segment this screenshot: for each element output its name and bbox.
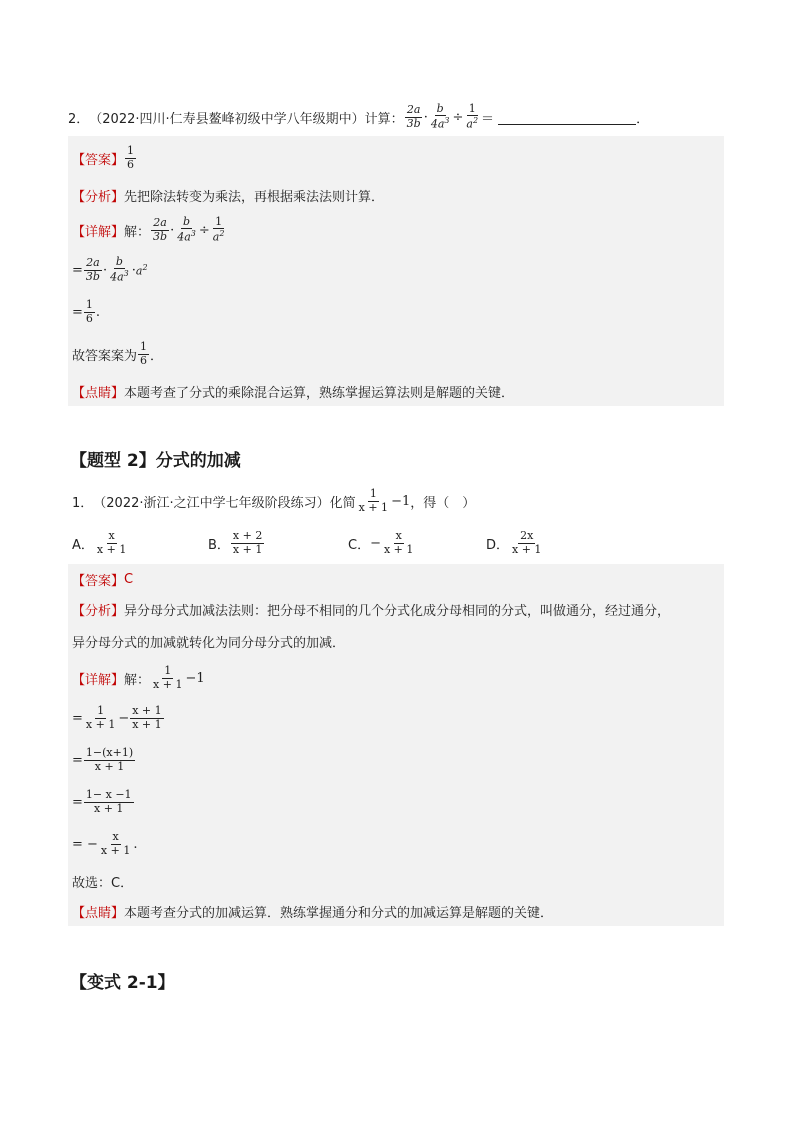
q2-conclusion-prefix: 故答案案为 — [72, 348, 138, 364]
q1-step-4: = − $\frac{x}{x + 1}$ . — [72, 829, 138, 857]
q1-option-d-label: D． — [486, 537, 510, 553]
q2-step-1: = $\frac{2a}{3b}$ · $\frac{b}{4a^3}$ · $a^2$ — [72, 254, 148, 284]
q2-question-line: 2． （2022·四川·仁寿县鳌峰初级中学八年级期中）计算： $\frac{2a}{3b}$ · $\frac{b}{4a^3}$ ÷ $\frac{1}{a^2}$ ＝ ． — [68, 101, 650, 131]
q1-option-d[interactable]: D． $\frac{2x}{x + 1}$ — [486, 528, 542, 556]
q1-analysis-row-2 — [72, 630, 345, 652]
q1-comment-row — [72, 900, 553, 922]
q1-analysis-line1: 异分母分式加减法法则：把分母不相同的几个分式化成分母相同的分式，叫做通分，经过通分， — [124, 603, 671, 619]
q2-comment-label: 【点睛】 — [72, 385, 125, 401]
q2-step-2: = $\frac{1}{6}$ . — [72, 297, 101, 325]
q2-analysis-label: 【分析】 — [72, 189, 125, 205]
variant-heading: 【变式 2-1】 — [70, 973, 175, 993]
q1-step-3: = $\frac{1- x -1}{x + 1}$ — [72, 787, 132, 815]
q1-detail-prefix: 解： — [124, 672, 151, 688]
q1-option-a[interactable]: A． $\frac{x}{x + 1}$ — [72, 528, 127, 556]
q2-answer-label: 【答案】 — [72, 152, 125, 168]
q2-fraction-b-4a3: $\frac{b}{4a^3}$ — [430, 101, 450, 131]
q1-conclusion: 故选：C． — [72, 875, 134, 891]
section-heading: 【题型 2】分式的加减 — [70, 451, 241, 471]
q1-analysis-label: 【分析】 — [72, 603, 125, 619]
q1-answer-row — [72, 568, 133, 590]
q2-answer-fraction: $\frac{1}{6}$ — [127, 143, 135, 171]
q2-solution-panel — [68, 136, 724, 406]
q1-analysis-row-1 — [72, 598, 670, 620]
q2-analysis-row — [72, 184, 384, 206]
q1-option-b-label: B． — [208, 537, 230, 553]
q1-detail-label: 【详解】 — [72, 672, 125, 688]
q2-detail-label: 【详解】 — [72, 224, 125, 240]
q2-answer-blank[interactable] — [498, 110, 636, 125]
q1-option-c[interactable]: C． − $\frac{x}{x + 1}$ — [348, 528, 414, 556]
q1-option-b[interactable]: B． $\frac{x + 2}{x + 1}$ — [208, 528, 263, 556]
q1-comment-label: 【点睛】 — [72, 905, 125, 921]
q2-conclusion-suffix: ． — [150, 348, 164, 364]
q1-step-2: = $\frac{1-(x+1)}{x + 1}$ — [72, 745, 134, 773]
q1-source: （2022·浙江·之江中学七年级阶段练习）化简 — [93, 495, 356, 511]
q1-tail: ，得（ ） — [410, 495, 476, 511]
q2-fraction-1-a2: $\frac{1}{a^2}$ — [466, 101, 479, 131]
q1-answer-value: C — [124, 571, 134, 587]
q1-step-1: = $\frac{1}{x + 1}$ − $\frac{x + 1}{x + 1}$ — [72, 703, 162, 731]
q2-fraction-2a-3b: $\frac{2a}{3b}$ — [406, 102, 421, 130]
q2-number: 2． — [68, 111, 90, 127]
q1-question-line: 1． （2022·浙江·之江中学七年级阶段练习）化简 $\frac{1}{x + 1}$ −1 ，得（ ） — [72, 486, 476, 514]
q1-analysis-line2: 异分母分式的加减就转化为同分母分式的加减． — [72, 635, 346, 651]
q2-source: （2022·四川·仁寿县鳌峰初级中学八年级期中）计算： — [89, 111, 404, 127]
q1-answer-label: 【答案】 — [72, 573, 125, 589]
q2-answer-row — [72, 140, 137, 176]
q2-comment-row — [72, 380, 514, 402]
q2-analysis-text: 先把除法转变为乘法，再根据乘法法则计算． — [124, 189, 385, 205]
q2-trail: ． — [636, 111, 650, 127]
q1-conclusion-row — [72, 870, 133, 892]
q2-detail-prefix: 解： — [124, 224, 151, 240]
q1-comment-text: 本题考查分式的加减运算．熟练掌握通分和分式的加减运算是解题的关键． — [124, 905, 554, 921]
q1-option-c-label: C． — [348, 537, 371, 553]
q2-comment-text: 本题考查了分式的乘除混合运算，熟练掌握运算法则是解题的关键． — [124, 385, 515, 401]
q1-option-a-label: A． — [72, 537, 94, 553]
q1-number: 1． — [72, 495, 94, 511]
q2-conclusion-row: 故答案案为 $\frac{1}{6}$ ． — [72, 339, 164, 367]
q2-detail-row: 【详解】 解： $\frac{2a}{3b}$ · $\frac{b}{4a^3}$ ÷ $\frac{1}{a^2}$ — [72, 214, 225, 244]
q1-detail-row: 【详解】 解： $\frac{1}{x + 1}$ −1 — [72, 663, 205, 691]
